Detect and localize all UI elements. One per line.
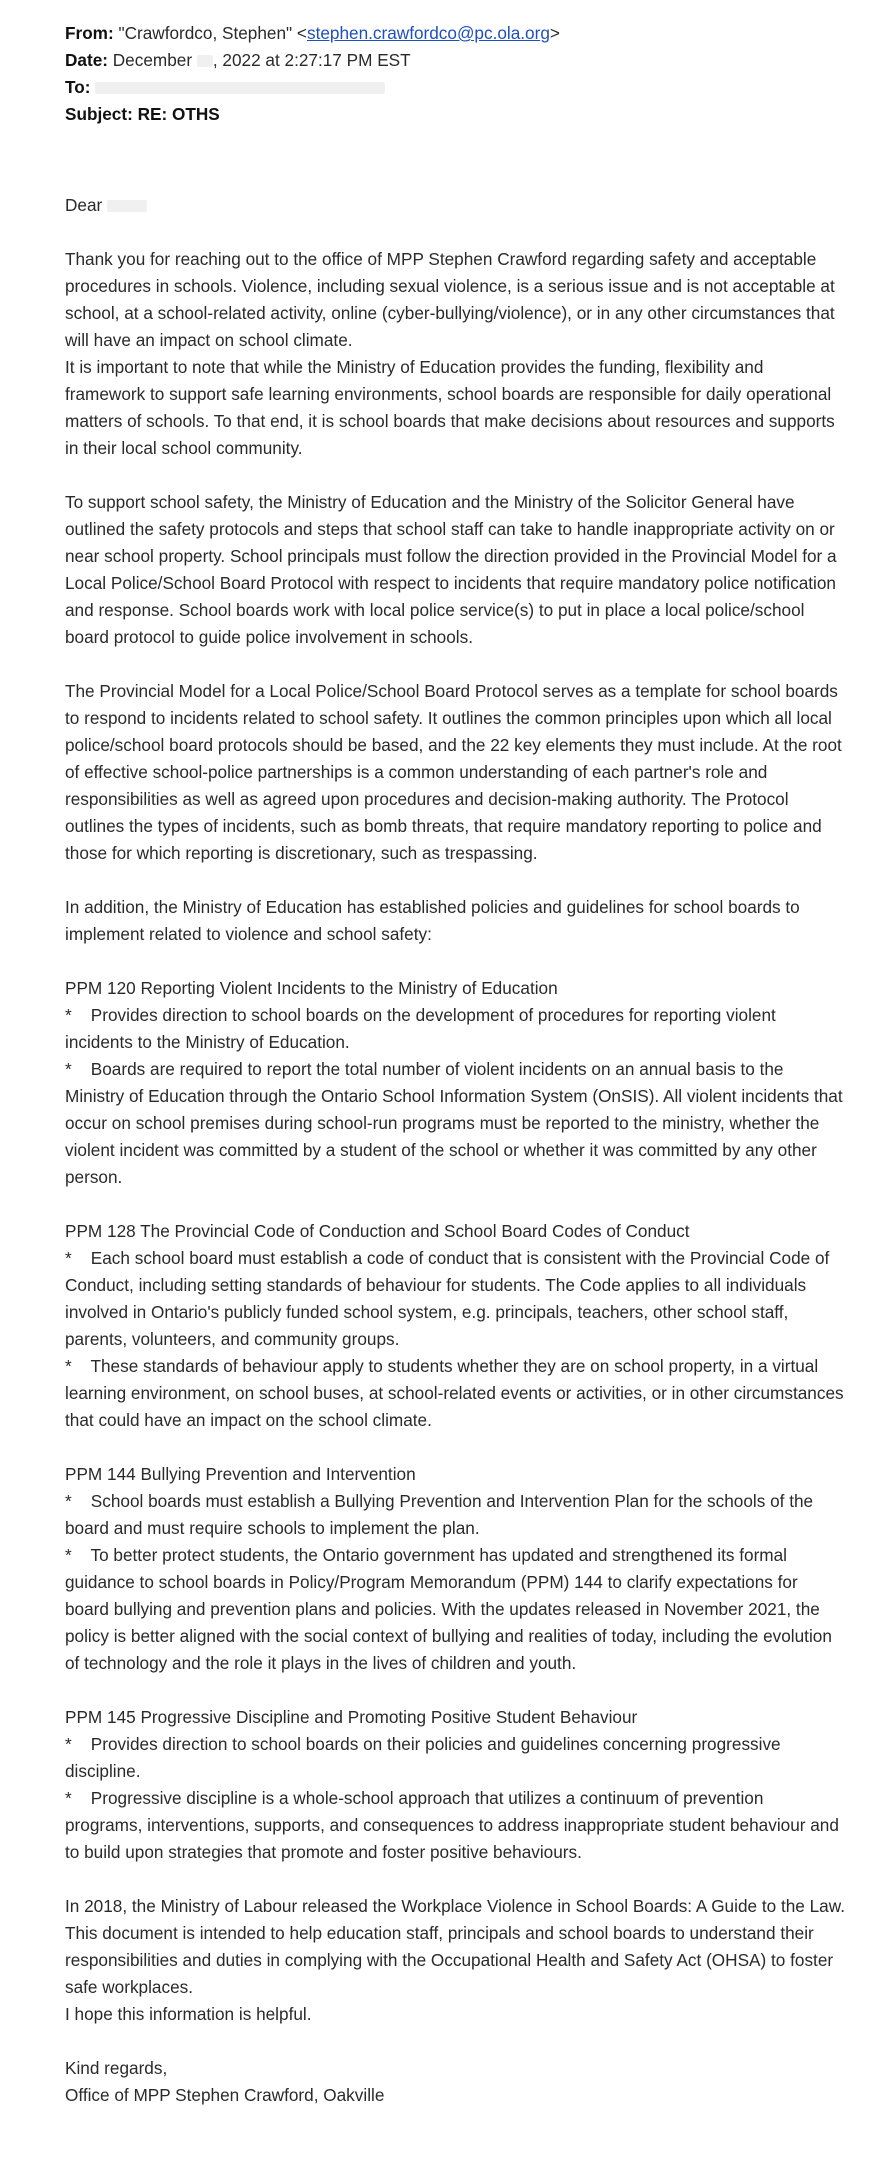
from-close: > xyxy=(549,23,560,43)
date-line xyxy=(65,47,845,74)
redacted-recipient xyxy=(95,82,385,94)
paragraph-workplace-violence: In 2018, the Ministry of Labour released the Workplace Violence in School Boards: A Guide to the Law. This document is intended to help education staff, principals and school boards to understand their responsibilities and duties in complying with the Occupational Health and Safety Act (OHSA) to foster safe workplaces. xyxy=(65,1896,845,1997)
paragraph-intro: Thank you for reaching out to the office of MPP Stephen Crawford regarding safety and acceptable procedures in schools. Violence, including sexual violence, is a serious issue and is not acceptable at school, at a school-related activity, online (cyber-bullying/violence), or in any other circumstances that will have an impact on school climate. xyxy=(65,249,835,350)
from-email-link[interactable]: stephen.crawfordco@pc.ola.org xyxy=(306,23,550,43)
ppm-section-145 xyxy=(65,1704,845,1866)
ppm-section-128 xyxy=(65,1218,849,1434)
subject-line xyxy=(65,101,845,128)
paragraph-school-safety: To support school safety, the Ministry of Education and the Ministry of the Solicitor General have outlined the safety protocols and steps that school staff can take to handle inappropriate activity on or near school property. School principals must follow the direction provided in the Provincial Model for a Local Police/School Board Protocol with respect to incidents that require mandatory police notification and response. School boards work with local police service(s) to put in place a local police/school board protocol to guide police involvement in schools. xyxy=(65,492,837,647)
from-label: From: xyxy=(65,23,114,43)
ppm-bullet: * Provides direction to school boards on their policies and guidelines concerning progressive discipline. xyxy=(65,1734,786,1781)
ppm-bullet: * School boards must establish a Bullying Prevention and Intervention Plan for the schools of the board and must require schools to implement the plan. xyxy=(65,1491,818,1538)
signature: Office of MPP Stephen Crawford, Oakville xyxy=(65,2085,385,2105)
redacted-name xyxy=(107,200,147,212)
subject-value: RE: OTHS xyxy=(137,104,220,124)
to-label: To: xyxy=(65,77,91,97)
date-value-a: December xyxy=(112,50,193,70)
ppm-title: PPM 144 Bullying Prevention and Intervention xyxy=(65,1464,416,1484)
email-message xyxy=(65,20,849,2109)
paragraph-hope-helpful: I hope this information is helpful. xyxy=(65,2004,312,2024)
to-line xyxy=(65,74,845,101)
from-line xyxy=(65,20,845,47)
date-label: Date: xyxy=(65,50,108,70)
ppm-bullet: * Progressive discipline is a whole-school approach that utilizes a continuum of prevention programs, interventions, supports, and consequences to address inappropriate student behaviour and to build upon strategies that promote and foster positive behaviours. xyxy=(65,1788,844,1862)
ppm-bullet: * To better protect students, the Ontario government has updated and strengthened its formal guidance to school boards in Policy/Program Memorandum (PPM) 144 to clarify expectations for board bullying and prevention plans and policies. With the updates released in November 2021, the policy is better aligned with the social context of bullying and realities of today, including the evolution of technology and the role it plays in the lives of children and youth. xyxy=(65,1545,837,1673)
paragraph-provincial-model: The Provincial Model for a Local Police/School Board Protocol serves as a template for school boards to respond to incidents related to school safety. It outlines the common principles upon which all local police/school board protocols should be based, and the 22 key elements they must include. At the root of effective school-police partnerships is a common understanding of each partner's role and responsibilities as well as agreed upon procedures and decision-making authority. The Protocol outlines the types of incidents, such as bomb threats, that require mandatory reporting to police and those for which reporting is discretionary, such as trespassing. xyxy=(65,681,842,863)
ppm-title: PPM 128 The Provincial Code of Conduction and School Board Codes of Conduct xyxy=(65,1221,690,1241)
from-name: "Crawfordco, Stephen" < xyxy=(118,23,307,43)
date-value-b: , 2022 at 2:27:17 PM EST xyxy=(212,50,411,70)
ppm-section-120 xyxy=(65,975,848,1191)
email-header xyxy=(65,20,845,128)
salutation: Dear xyxy=(65,192,845,219)
paragraph-policies-intro: In addition, the Ministry of Education has established policies and guidelines for school boards to implement related to violence and school safety: xyxy=(65,897,800,944)
ppm-title: PPM 120 Reporting Violent Incidents to the Ministry of Education xyxy=(65,978,558,998)
subject-label: Subject: xyxy=(65,104,133,124)
signoff: Kind regards, xyxy=(65,2058,168,2078)
ppm-section-144 xyxy=(65,1461,845,1677)
ppm-bullet: * Provides direction to school boards on the development of procedures for reporting violent incidents to the Ministry of Education. xyxy=(65,1005,781,1052)
ppm-bullet: * Each school board must establish a code of conduct that is consistent with the Provincial Code of Conduct, including setting standards of behaviour for students. The Code applies to all individuals involved in Ontario's publicly funded school system, e.g. principals, teachers, other school staff, parents, volunteers, and community groups. xyxy=(65,1248,835,1349)
ppm-bullet: * Boards are required to report the total number of violent incidents on an annual basis to the Ministry of Education through the Ontario School Information System (OnSIS). All violent incidents that occur on school premises during school-run programs must be reported to the ministry, whether the violent incident was committed by a student of the school or whether it was committed by any other person. xyxy=(65,1059,848,1187)
ppm-title: PPM 145 Progressive Discipline and Promoting Positive Student Behaviour xyxy=(65,1707,638,1727)
ppm-bullet: * These standards of behaviour apply to students whether they are on school property, in a virtual learning environment, on school buses, at school-related events or activities, or in other circumstances that could have an impact on the school climate. xyxy=(65,1356,849,1430)
redacted-day xyxy=(197,55,213,67)
paragraph-ministry-role: It is important to note that while the Ministry of Education provides the funding, flexibility and framework to support safe learning environments, school boards are responsible for daily operational matters of schools. To that end, it is school boards that make decisions about resources and supports in their local school community. xyxy=(65,357,835,458)
